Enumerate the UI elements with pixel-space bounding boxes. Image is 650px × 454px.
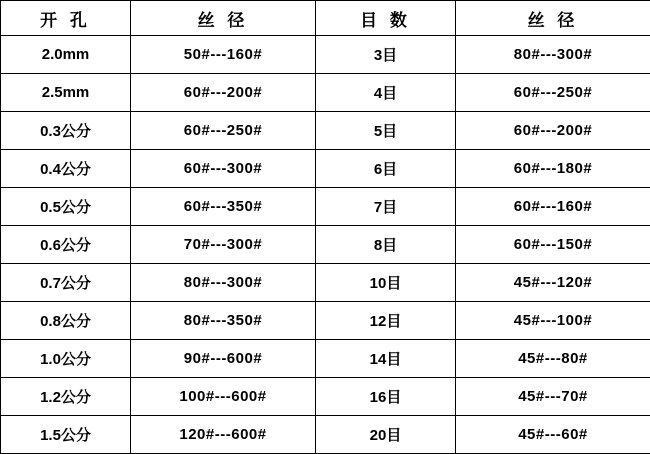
wire-diameter-left-cell: 70#---300# xyxy=(131,226,316,264)
mesh-count-cell: 14目 xyxy=(316,340,456,378)
mesh-count-cell: 16目 xyxy=(316,378,456,416)
mesh-count-cell: 4目 xyxy=(316,74,456,112)
wire-diameter-left-cell: 90#---600# xyxy=(131,340,316,378)
wire-diameter-right-cell: 60#---150# xyxy=(456,226,650,264)
wire-diameter-right-cell: 80#---300# xyxy=(456,36,650,74)
aperture-cell: 1.0公分 xyxy=(1,340,131,378)
table-row xyxy=(1,112,650,150)
wire-diameter-right-cell: 60#---250# xyxy=(456,74,650,112)
wire-diameter-left-cell: 80#---350# xyxy=(131,302,316,340)
table-row xyxy=(1,416,650,454)
wire-diameter-right-cell: 60#---200# xyxy=(456,112,650,150)
aperture-cell: 1.5公分 xyxy=(1,416,131,454)
mesh-count-cell: 3目 xyxy=(316,36,456,74)
wire-diameter-left-cell: 50#---160# xyxy=(131,36,316,74)
aperture-cell: 0.4公分 xyxy=(1,150,131,188)
mesh-count-cell: 20目 xyxy=(316,416,456,454)
wire-diameter-right-cell: 45#---100# xyxy=(456,302,650,340)
column-header-wire-diameter-left: 丝 径 xyxy=(131,1,316,36)
aperture-cell: 0.8公分 xyxy=(1,302,131,340)
mesh-count-cell: 12目 xyxy=(316,302,456,340)
column-header-aperture: 开 孔 xyxy=(1,1,131,36)
table-row xyxy=(1,226,650,264)
aperture-cell: 0.3公分 xyxy=(1,112,131,150)
mesh-count-cell: 8目 xyxy=(316,226,456,264)
aperture-cell: 2.0mm xyxy=(1,36,131,74)
wire-diameter-left-cell: 60#---350# xyxy=(131,188,316,226)
table-row xyxy=(1,36,650,74)
aperture-cell: 2.5mm xyxy=(1,74,131,112)
wire-diameter-left-cell: 120#---600# xyxy=(131,416,316,454)
mesh-count-cell: 10目 xyxy=(316,264,456,302)
table-row xyxy=(1,150,650,188)
wire-diameter-right-cell: 45#---70# xyxy=(456,378,650,416)
wire-diameter-right-cell: 45#---80# xyxy=(456,340,650,378)
wire-diameter-left-cell: 60#---250# xyxy=(131,112,316,150)
table-row xyxy=(1,264,650,302)
aperture-cell: 0.7公分 xyxy=(1,264,131,302)
column-header-wire-diameter-right: 丝 径 xyxy=(456,1,650,36)
wire-diameter-left-cell: 60#---300# xyxy=(131,150,316,188)
mesh-count-cell: 5目 xyxy=(316,112,456,150)
aperture-cell: 0.6公分 xyxy=(1,226,131,264)
table-row xyxy=(1,302,650,340)
wire-diameter-left-cell: 100#---600# xyxy=(131,378,316,416)
aperture-cell: 0.5公分 xyxy=(1,188,131,226)
mesh-count-cell: 6目 xyxy=(316,150,456,188)
wire-diameter-right-cell: 45#---60# xyxy=(456,416,650,454)
wire-diameter-right-cell: 60#---180# xyxy=(456,150,650,188)
wire-diameter-left-cell: 80#---300# xyxy=(131,264,316,302)
aperture-cell: 1.2公分 xyxy=(1,378,131,416)
mesh-count-cell: 7目 xyxy=(316,188,456,226)
wire-diameter-right-cell: 45#---120# xyxy=(456,264,650,302)
table-row xyxy=(1,340,650,378)
column-header-mesh-count: 目 数 xyxy=(316,1,456,36)
wire-diameter-right-cell: 60#---160# xyxy=(456,188,650,226)
table-row xyxy=(1,74,650,112)
table-row xyxy=(1,378,650,416)
table-row xyxy=(1,188,650,226)
table-header xyxy=(1,1,650,36)
table-header-row xyxy=(1,1,650,36)
table-body xyxy=(1,36,650,454)
wire-diameter-left-cell: 60#---200# xyxy=(131,74,316,112)
